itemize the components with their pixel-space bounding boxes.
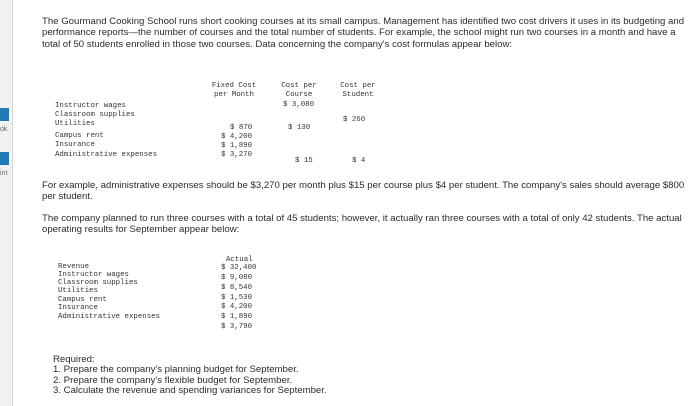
sidebar-label-top: ok (0, 126, 8, 133)
actual-insurance: $ 1,890 (221, 313, 253, 321)
classroom-supplies-per-student: $ 260 (343, 116, 366, 124)
actual-campus-rent: $ 4,200 (221, 303, 253, 311)
administrative-expenses-per-course: $ 15 (295, 157, 313, 165)
row-label-classroom-supplies: Classroom supplies (55, 111, 135, 119)
cost-formula-table (55, 82, 395, 167)
example-paragraph: For example, administrative expenses should be $3,270 per month plus $15 per course plus $4 per student. The company's sales should average $800 per student. (42, 180, 685, 203)
required-item-2: 2. Prepare the company's flexible budget for September. (53, 374, 293, 386)
actual-utilities: $ 1,530 (221, 294, 253, 302)
required-item-1: 1. Prepare the company's planning budget for September. (53, 364, 299, 376)
row-label-campus-rent: Campus rent (55, 132, 104, 140)
problem-intro-block (42, 16, 687, 50)
row-label-administrative-expenses: Administrative expenses (55, 151, 158, 159)
row-label-insurance: Insurance (55, 141, 95, 149)
header-cost-per-course: Cost per Course (281, 82, 317, 99)
utilities-fixed: $ 870 (230, 124, 253, 132)
header-fixed-cost: Fixed Cost per Month (211, 82, 257, 99)
row-label-utilities: Utilities (58, 287, 98, 295)
actual-results-table (58, 256, 278, 341)
header-actual: Actual (226, 256, 253, 264)
row-label-insurance: Insurance (58, 304, 98, 312)
planned-block (42, 213, 687, 236)
row-label-classroom-supplies: Classroom supplies (58, 279, 138, 287)
utilities-per-course: $ 130 (288, 124, 311, 132)
required-block (53, 355, 698, 397)
actual-classroom-supplies: $ 8,540 (221, 284, 253, 292)
required-title: Required: (53, 354, 95, 365)
administrative-expenses-per-student: $ 4 (352, 157, 366, 165)
sidebar-label-bottom: int (0, 170, 8, 177)
actual-instructor-wages: $ 9,080 (221, 274, 253, 282)
row-label-instructor-wages: Instructor wages (58, 271, 129, 279)
campus-rent-fixed: $ 4,200 (221, 133, 253, 141)
planned-paragraph: The company planned to run three courses with a total of 45 students; however, it actually ran three courses with a total of only 42 students. The actual operating results for September appear below: (42, 213, 682, 236)
example-block (42, 180, 687, 203)
header-cost-per-student: Cost per Student (340, 82, 376, 99)
instructor-wages-per-course: $ 3,080 (283, 101, 315, 109)
row-label-instructor-wages: Instructor wages (55, 102, 126, 110)
sidebar-tab-marker-2[interactable] (0, 152, 9, 165)
row-label-utilities: Utilities (55, 120, 95, 128)
row-label-campus-rent: Campus rent (58, 296, 107, 304)
row-label-revenue: Revenue (58, 263, 90, 271)
left-sidebar (0, 0, 13, 406)
administrative-expenses-fixed: $ 3,270 (221, 151, 253, 159)
intro-paragraph: The Gourmand Cooking School runs short cooking courses at its small campus. Management has identified two cost drivers it uses in its budgeting and performance reports—the number of courses and the total number of students. For example, the school might run two courses in a month and have a total of 50 students enrolled in those two courses. Data concerning the company's cost formulas appear below: (42, 16, 685, 50)
actual-revenue: $ 32,400 (221, 264, 257, 272)
insurance-fixed: $ 1,890 (221, 142, 253, 150)
actual-administrative-expenses: $ 3,790 (221, 323, 253, 331)
row-label-administrative-expenses: Administrative expenses (58, 313, 161, 321)
sidebar-tab-marker[interactable] (0, 108, 9, 121)
required-item-3: 3. Calculate the revenue and spending variances for September. (53, 385, 327, 397)
